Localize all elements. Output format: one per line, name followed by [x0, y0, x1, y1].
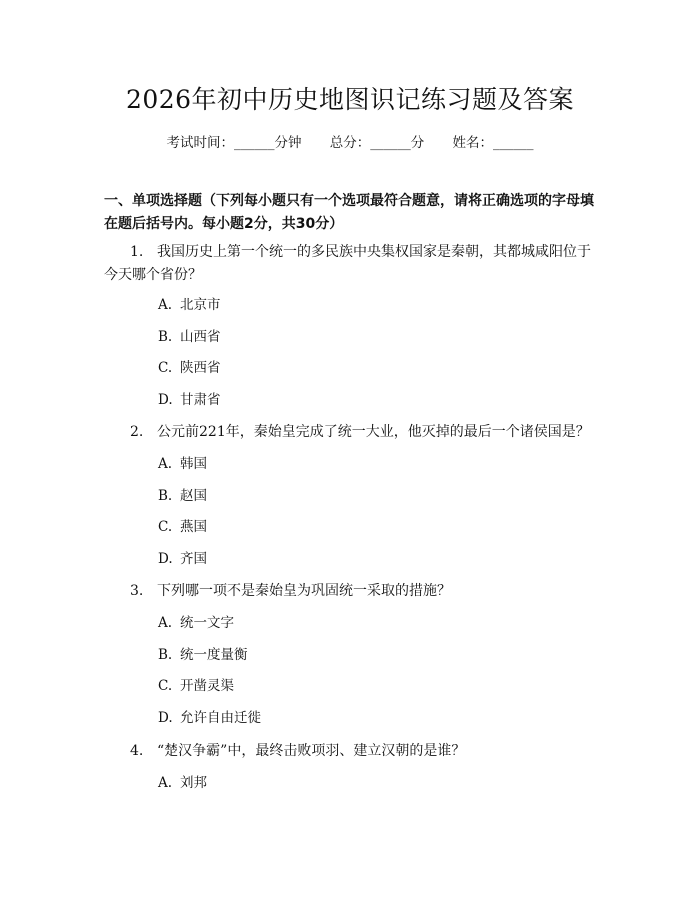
page-title: 2026年初中历史地图识记练习题及答案 — [125, 85, 575, 114]
question-4-option-a[interactable] — [158, 773, 207, 793]
question-number: 3. — [130, 583, 144, 599]
option-text: 齐国 — [180, 551, 207, 567]
option-letter: C. — [158, 678, 173, 694]
question-4 — [104, 740, 604, 763]
option-letter: D. — [158, 392, 173, 408]
option-text: 统一度量衡 — [180, 647, 248, 663]
question-3-option-c[interactable] — [158, 676, 234, 696]
question-2-option-c[interactable] — [158, 517, 207, 537]
question-text: 公元前221年，秦始皇完成了统一大业，他灭掉的最后一个诸侯国是？ — [157, 424, 590, 440]
question-3-option-a[interactable] — [158, 613, 234, 633]
question-2-option-a[interactable] — [158, 454, 207, 474]
option-letter: B. — [158, 488, 173, 504]
option-letter: C. — [158, 360, 173, 376]
question-2-option-b[interactable] — [158, 486, 207, 506]
question-1-option-a[interactable] — [158, 295, 221, 315]
option-letter: B. — [158, 329, 173, 345]
question-2 — [104, 421, 604, 444]
question-3-option-b[interactable] — [158, 645, 248, 665]
option-text: 甘肃省 — [180, 392, 221, 408]
question-3 — [104, 580, 604, 603]
exam-meta — [0, 131, 700, 151]
option-text: 山西省 — [180, 329, 221, 345]
question-1-option-c[interactable] — [158, 358, 221, 378]
option-text: 赵国 — [180, 488, 207, 504]
option-text: 允许自由迁徙 — [180, 710, 261, 726]
option-letter: A. — [158, 775, 173, 791]
option-text: 开凿灵渠 — [180, 678, 234, 694]
option-text: 燕国 — [180, 519, 207, 535]
option-letter: D. — [158, 710, 173, 726]
option-text: 北京市 — [180, 297, 221, 313]
question-text: “楚汉争霸”中，最终击败项羽、建立汉朝的是谁？ — [157, 743, 466, 759]
name-field: 姓名：______ — [452, 135, 534, 151]
question-text: 下列哪一项不是秦始皇为巩固统一采取的措施？ — [157, 583, 451, 599]
option-letter: A. — [158, 615, 173, 631]
option-letter: D. — [158, 551, 173, 567]
question-1-option-b[interactable] — [158, 327, 221, 347]
option-text: 陕西省 — [180, 360, 221, 376]
question-number: 4. — [130, 743, 144, 759]
option-text: 统一文字 — [180, 615, 234, 631]
total-score-field: 总分：______分 — [329, 135, 425, 151]
exam-time-field: 考试时间：______分钟 — [166, 135, 302, 151]
option-text: 刘邦 — [180, 775, 207, 791]
question-1-option-d[interactable] — [158, 390, 221, 410]
option-text: 韩国 — [180, 456, 207, 472]
option-letter: A. — [158, 456, 173, 472]
question-1 — [104, 241, 604, 287]
question-text: 我国历史上第一个统一的多民族中央集权国家是秦朝，其都城咸阳位于今天哪个省份？ — [104, 244, 591, 283]
option-letter: B. — [158, 647, 173, 663]
option-letter: C. — [158, 519, 173, 535]
question-3-option-d[interactable] — [158, 708, 261, 728]
question-number: 1. — [130, 244, 144, 260]
option-letter: A. — [158, 297, 173, 313]
section-heading: 一、单项选择题（下列每小题只有一个选项最符合题意，请将正确选项的字母填在题后括号内。每小题2分，共30分） — [104, 193, 594, 232]
question-number: 2. — [130, 424, 144, 440]
question-2-option-d[interactable] — [158, 549, 207, 569]
